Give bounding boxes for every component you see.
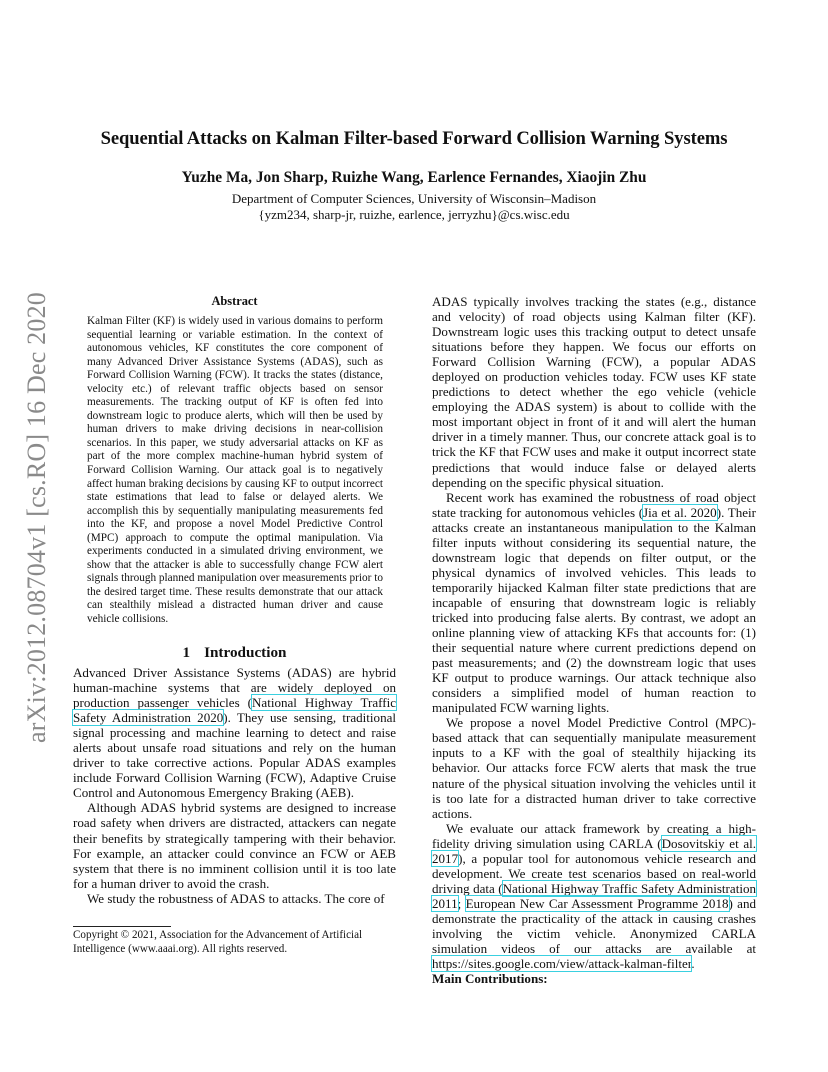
abstract-text: Kalman Filter (KF) is widely used in various domains to perform sequential learning or variable estimation. In the context of autonomous vehicles, KF constitutes the core component of many Advanced Driver Assistance Systems (ADAS), such as Forward Collision Warning (FCW). It tracks the states (distance, velocity etc.) of relevant traffic objects based on sensor measurements. The tracking output of KF is often fed into downstream logic to produce alerts, which will then be used by human drivers to make driving decisions in near-collision scenarios. In this paper, we study adversarial attacks on KF as part of the more complex machine-human hybrid system of Forward Collision Warning. Our attack goal is to negatively affect human braking decisions by causing KF to output incorrect state estimations that lead to false or delayed alerts. We accomplish this by sequentially manipulating measurements fed into the KF, and propose a novel Model Predictive Control (MPC) approach to compute the optimal manipulation. Via experiments conducted in a simulated driving environment, we show that the attacker is able to successfully change FCW alert signals through planned manipulation over measurements prior to the desired target time. These results demonstrate that our attack can stealthily mislead a distracted human driver and cause vehicle collisions.	[87, 315, 383, 626]
affiliation: Department of Computer Sciences, University of Wisconsin–Madison	[231, 191, 597, 206]
author-emails: {yzm234, sharp-jr, ruizhe, earlence, jerryzhu}@cs.wisc.edu	[258, 206, 570, 222]
section-title: Introduction	[204, 644, 287, 661]
intro-paragraph-3: We study the robustness of ADAS to attacks. The core of	[87, 890, 385, 906]
affiliation-block	[0, 191, 828, 222]
intro-p6-text-a: We evaluate our attack framework by creating a high-fidelity driving simulation using CARLA (	[432, 820, 756, 851]
author-list: Yuzhe Ma, Jon Sharp, Ruizhe Wang, Earlence Fernandes, Xiaojin Zhu	[181, 169, 647, 186]
paper-title: Sequential Attacks on Kalman Filter-based Forward Collision Warning Systems	[100, 128, 728, 149]
arxiv-identifier-stamp: arXiv:2012.08704v1 [cs.RO] 16 Dec 2020	[22, 292, 51, 744]
intro-p1-text-a: Advanced Driver Assistance Systems (ADAS) are hybrid human-machine systems that are widely deployed on production passenger vehicles (	[73, 665, 396, 711]
intro-p6-text-c: ;	[457, 895, 466, 911]
intro-p6-text-e: .	[691, 956, 695, 972]
citation-link-dosovitskiy-2017[interactable]: Dosovitskiy et al. 2017	[432, 835, 757, 866]
footnote-divider	[73, 926, 171, 927]
intro-paragraph-4	[432, 490, 756, 716]
intro-paragraph-2: Although ADAS hybrid systems are designed to increase road safety when drivers are distracted, attackers can negate their benefits by strategically tampering with their behavior. For example, an attacker could convince an FCW or AEB system that there is no imminent collision until it is too late for a human driver to avoid the crash.	[73, 800, 396, 891]
section-heading-introduction	[73, 644, 396, 662]
intro-p6-text-b: ), a popular tool for autonomous vehicle research and development. We create test scenarios based on real-world driving data (	[432, 850, 756, 896]
main-contributions-heading: Main Contributions:	[432, 971, 548, 987]
intro-paragraph-3-continued: ADAS typically involves tracking the states (e.g., distance and velocity) of road objects using Kalman filter (KF). Downstream logic uses this tracking output to detect unsafe situations before they happen. We focus our efforts on Forward Collision Warning (FCW), a popular ADAS deployed on production vehicles today. FCW uses KF state predictions to detect whether the ego vehicle (vehicle employing the ADAS system) is about to collide with the most important object in front of it and will alert the human driver in a timely manner. Thus, our concrete attack goal is to trick the KF that FCW uses and make it output incorrect state predictions that would induce false or delayed alerts depending on the specific physical situation.	[432, 294, 756, 490]
citation-link-jia-2020[interactable]: Jia et al. 2020	[643, 504, 717, 520]
intro-paragraph-6	[432, 821, 756, 971]
intro-p1-text-b: ). They use sensing, traditional signal processing and machine learning to detect and raise alerts about unsafe road situations and rely on the human driver to take corrective actions. Popular ADAS examples include Forward Collision Warning (FCW), Adaptive Cruise Control and Autonomous Emergency Braking (AEB).	[73, 710, 397, 801]
citation-link-nhtsa-2011[interactable]: National Highway Traffic Safety Administration 2011	[432, 880, 756, 911]
citation-link-nhtsa-2020[interactable]: National Highway Traffic Safety Administration 2020	[73, 695, 396, 726]
intro-paragraph-5: We propose a novel Model Predictive Control (MPC)-based attack that can sequentially manipulate measurement inputs to a KF with the goal of stealthily hijacking its behavior. Our attacks force FCW alerts that mask the true nature of the physical situation involving the vehicles until it is too late for a distracted human driver to take corrective actions.	[432, 715, 756, 821]
intro-p4-text-b: ). Their attacks create an instantaneous manipulation to the Kalman filter inputs without considering its sequential nature, the downstream logic that depends on filter output, or the physical dynamics of involved vehicles. This leads to temporarily hijacked Kalman filter state predictions that are incapable of ensuring that downstream logic is reliably tricked into producing false alerts. By contrast, we adopt an online planning view of attacking KFs that accounts for: (1) their sequential nature where current predictions depend on past measurements; and (2) the downstream logic that uses KF output to produce warnings. Our attack technique also considers a simplified model of human reaction to manipulated FCW warning lights.	[432, 504, 757, 716]
intro-p6-text-d: ) and demonstrate the practicality of the attack in causing crashes involving the victim vehicle. Anonymized CARLA simulation videos of our attacks are available at	[432, 895, 757, 957]
intro-p4-text-a: Recent work has examined the robustness of road object state tracking for autonomous vehicles (	[432, 489, 756, 520]
copyright-notice: Copyright © 2021, Association for the Advancement of Artificial Intelligence (www.aaai.org). All rights reserved.	[73, 929, 363, 955]
left-column-body	[73, 665, 396, 906]
right-column-body	[432, 294, 756, 986]
section-number: 1	[182, 644, 191, 661]
citation-link-euro-ncap-2018[interactable]: European New Car Assessment Programme 2018	[465, 895, 729, 911]
abstract-heading: Abstract	[211, 294, 258, 308]
intro-paragraph-1	[73, 665, 396, 800]
url-link-attack-videos[interactable]: https://sites.google.com/view/attack-kalman-filter	[432, 956, 692, 972]
